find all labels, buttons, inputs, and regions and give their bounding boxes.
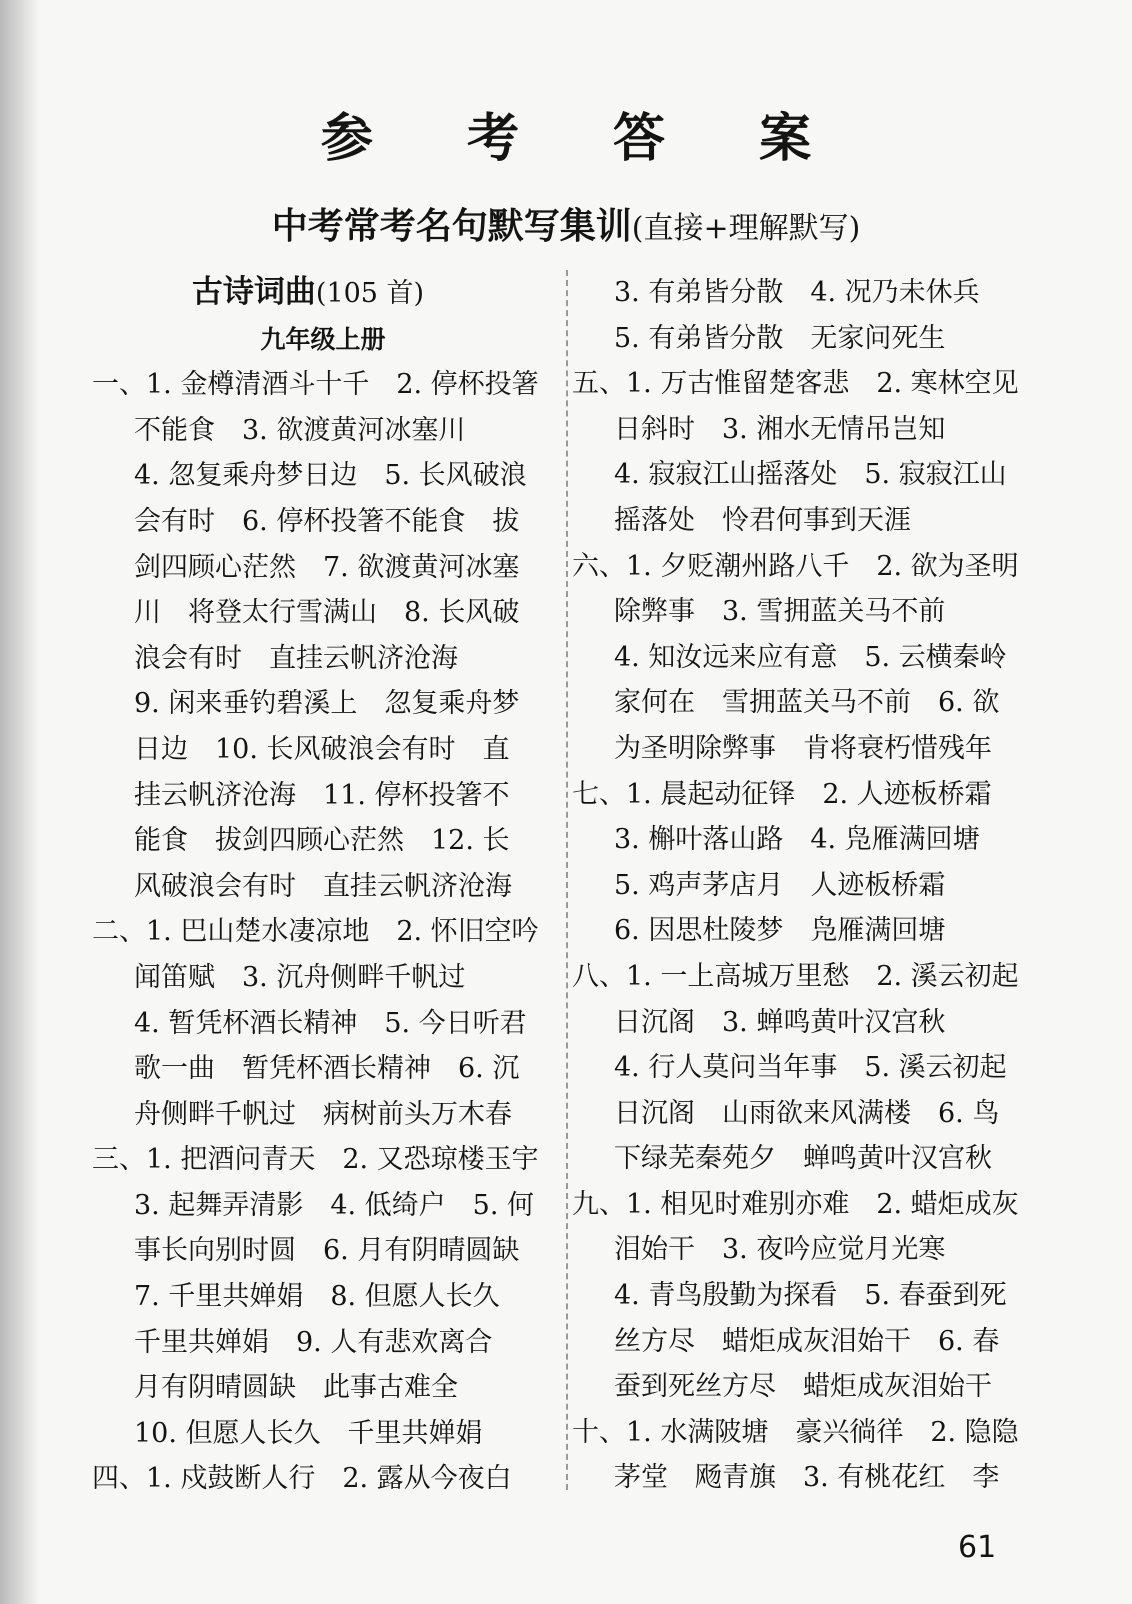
- answer-line: 5. 有弟皆分散 无家问死生: [614, 322, 946, 354]
- answer-line: 舟侧畔千帆过 病树前头万木春: [134, 1098, 512, 1130]
- answer-line: 3. 槲叶落山路 4. 凫雁满回塘: [614, 824, 980, 856]
- answer-line: 二、1. 巴山楚水凄凉地 2. 怀旧空吟: [92, 916, 539, 948]
- answer-line: 能食 拔剑四顾心茫然 12. 长: [134, 825, 510, 857]
- answer-line: 6. 因思杜陵梦 凫雁满回塘: [614, 915, 946, 947]
- answer-line: 会有时 6. 停杯投箸不能食 拔: [134, 505, 520, 537]
- answer-line: 7. 千里共婵娟 8. 但愿人长久: [134, 1281, 500, 1313]
- answer-line: 4. 青鸟殷勤为探看 5. 春蚕到死: [614, 1280, 1007, 1312]
- page-title: 参 考 答 案: [320, 109, 850, 169]
- answer-line: 4. 知汝远来应有意 5. 云横秦岭: [614, 641, 1007, 673]
- answer-line: 六、1. 夕贬潮州路八千 2. 欲为圣明: [572, 550, 1019, 582]
- left-column: [92, 270, 554, 1502]
- answer-line: 挂云帆济沧海 11. 停杯投箸不: [134, 779, 510, 811]
- answer-line: 闻笛赋 3. 沉舟侧畔千帆过: [134, 961, 466, 993]
- page-number: 61: [958, 1530, 997, 1565]
- section-title-sub: (直接+理解默写): [631, 211, 861, 246]
- answer-line: 3. 有弟皆分散 4. 况乃未休兵: [614, 277, 980, 308]
- answer-line: 下绿芜秦苑夕 蝉鸣黄叶汉宫秋: [614, 1143, 992, 1175]
- answer-line: 5. 鸡声茅店月 人迹板桥霜: [614, 869, 946, 901]
- answer-line: 泪始干 3. 夜吟应觉月光寒: [614, 1234, 946, 1266]
- answer-line: 川 将登太行雪满山 8. 长风破: [134, 597, 520, 629]
- answer-line: 日沉阁 3. 蝉鸣黄叶汉宫秋: [614, 1006, 946, 1038]
- answer-line: 十、1. 水满陂塘 豪兴徜徉 2. 隐隐: [572, 1416, 1019, 1448]
- section-title: [0, 198, 1132, 249]
- right-column: [572, 270, 1032, 1501]
- category-title-main: 古诗词曲: [191, 274, 316, 310]
- answer-line: 四、1. 戍鼓断人行 2. 露从今夜白: [92, 1463, 512, 1495]
- answer-line: 10. 但愿人长久 千里共婵娟: [134, 1417, 483, 1449]
- answer-line: 除弊事 3. 雪拥蓝关马不前: [614, 596, 946, 628]
- answer-line: 浪会有时 直挂云帆济沧海: [134, 642, 458, 674]
- answer-line: 日边 10. 长风破浪会有时 直: [134, 733, 510, 765]
- answer-line: 千里共婵娟 9. 人有悲欢离合: [134, 1326, 493, 1358]
- answer-line: 家何在 雪拥蓝关马不前 6. 欲: [614, 687, 1000, 719]
- answer-line: 月有阴晴圆缺 此事古难全: [134, 1372, 458, 1404]
- answer-line: 三、1. 把酒问青天 2. 又恐琼楼玉宇: [92, 1144, 539, 1176]
- category-title: [92, 270, 554, 317]
- right-answer-lines: [572, 270, 1032, 1501]
- answer-line: 事长向别时圆 6. 月有阴晴圆缺: [134, 1235, 520, 1267]
- answer-line: 九、1. 相见时难别亦难 2. 蜡炬成灰: [572, 1188, 1019, 1220]
- answer-line: 3. 起舞弄清影 4. 低绮户 5. 何: [134, 1189, 535, 1221]
- answer-line: 五、1. 万古惟留楚客悲 2. 寒林空见: [572, 368, 1019, 400]
- grade-heading: 九年级上册: [260, 324, 386, 354]
- section-title-main: 中考常考名句默写集训: [271, 206, 632, 247]
- answer-line: 4. 忽复乘舟梦日边 5. 长风破浪: [134, 460, 527, 492]
- answer-line: 日沉阁 山雨欲来风满楼 6. 鸟: [614, 1097, 1000, 1129]
- answer-line: 4. 行人莫问当年事 5. 溪云初起: [614, 1052, 1007, 1084]
- answer-line: 9. 闲来垂钓碧溪上 忽复乘舟梦: [134, 688, 520, 720]
- answer-line: 剑四顾心茫然 7. 欲渡黄河冰塞: [134, 551, 520, 583]
- answer-line: 歌一曲 暂凭杯酒长精神 6. 沉: [134, 1053, 520, 1085]
- answer-line: 八、1. 一上高城万里愁 2. 溪云初起: [572, 960, 1019, 992]
- answer-line: 4. 寂寂江山摇落处 5. 寂寂江山: [614, 459, 1007, 491]
- category-title-sub: (105 首): [315, 278, 425, 309]
- answer-line: 不能食 3. 欲渡黄河冰塞川: [134, 414, 466, 446]
- answer-line: 茅堂 飏青旗 3. 有桃花红 李: [614, 1462, 1000, 1494]
- answer-line: 风破浪会有时 直挂云帆济沧海: [134, 870, 512, 902]
- answer-line: 摇落处 怜君何事到天涯: [614, 504, 911, 536]
- answer-line: 4. 暂凭杯酒长精神 5. 今日听君: [134, 1007, 527, 1039]
- answer-line: 一、1. 金樽清酒斗十千 2. 停杯投箸: [92, 369, 539, 401]
- answer-line: 蚕到死丝方尽 蜡炬成灰泪始干: [614, 1371, 992, 1403]
- answer-line: 七、1. 晨起动征铎 2. 人迹板桥霜: [572, 778, 992, 810]
- left-answer-lines: [92, 362, 554, 1502]
- answer-line: 日斜时 3. 湘水无情吊岂知: [614, 413, 946, 445]
- answer-line: 为圣明除弊事 肯将衰朽惜残年: [614, 732, 992, 764]
- column-divider: [566, 270, 568, 1490]
- answer-line: 丝方尽 蜡炬成灰泪始干 6. 春: [614, 1325, 1000, 1357]
